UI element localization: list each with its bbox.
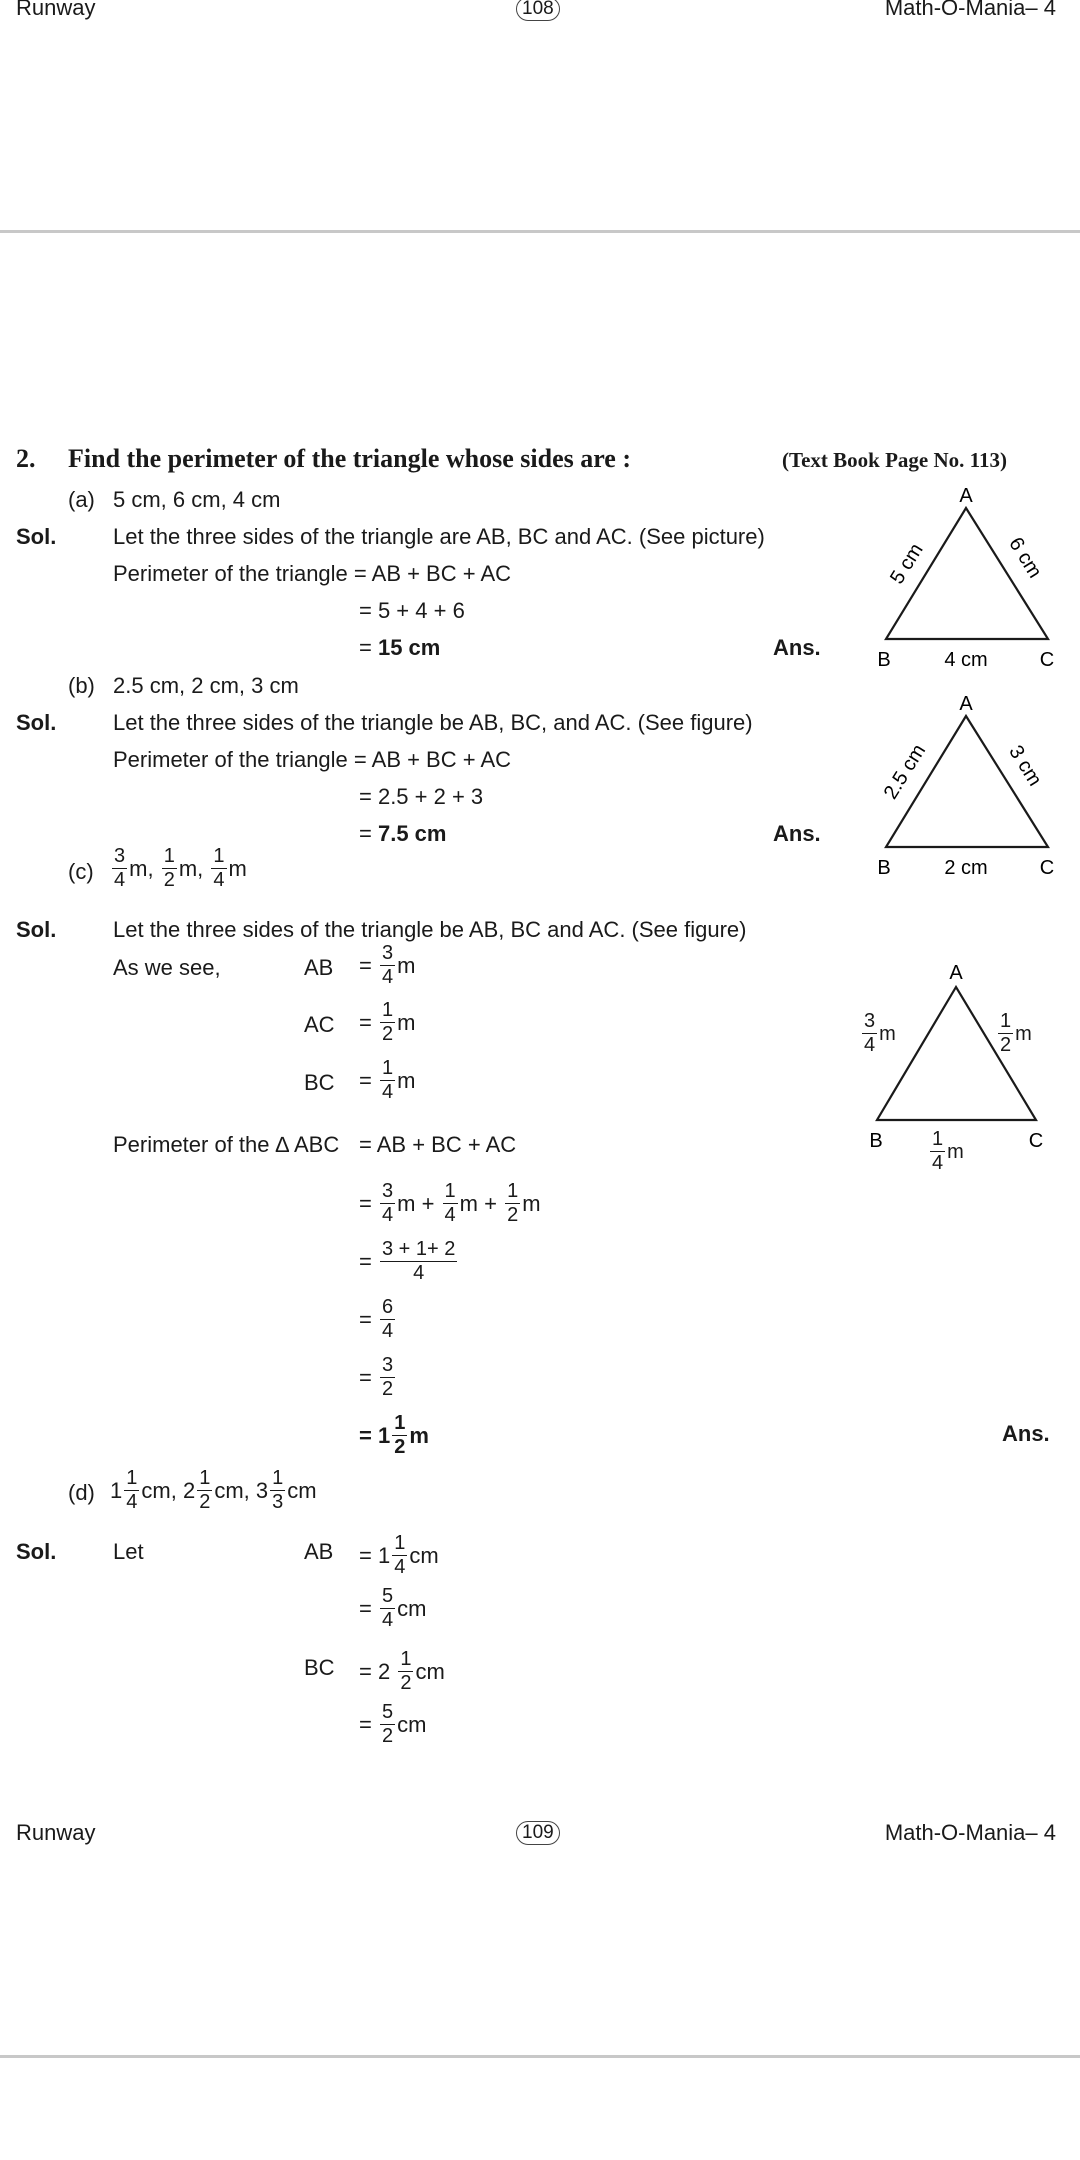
page-number: 108 bbox=[516, 0, 560, 21]
vertex-c: C bbox=[1039, 857, 1055, 879]
bc-mixed: = 2 $\frac{1}{2}$ cm bbox=[359, 1648, 445, 1694]
sol-label: Sol. bbox=[16, 1539, 57, 1564]
as-we-see: As we see, bbox=[113, 955, 221, 980]
textbook-reference: (Text Book Page No. 113) bbox=[782, 448, 1007, 472]
sol-label: Sol. bbox=[16, 710, 57, 735]
ab-value: = $\frac{3}{4}$ m bbox=[359, 942, 416, 988]
vertex-a: A bbox=[949, 962, 963, 984]
vertex-c: C bbox=[1028, 1130, 1044, 1152]
ab-mixed: = 1 $\frac{1}{4}$ cm bbox=[359, 1532, 439, 1578]
vertex-b: B bbox=[869, 1130, 883, 1152]
part-b-tag: (b) bbox=[68, 673, 95, 698]
part-c-step3: = $\frac{6}{4}$ bbox=[359, 1296, 394, 1342]
side-base-label: 4 cm bbox=[944, 649, 988, 671]
triangle-c-base-label: $\frac{1}{4}$ m bbox=[932, 1128, 964, 1174]
page-divider bbox=[0, 230, 1080, 233]
part-d-tag: (d) bbox=[68, 1480, 95, 1505]
triangle-b-figure bbox=[870, 686, 1070, 881]
triangle-a-figure bbox=[870, 478, 1070, 673]
ac-label: AC bbox=[304, 1012, 335, 1037]
triangle-c-right-label: $\frac{1}{2}$ m bbox=[1000, 1010, 1032, 1056]
part-c-step1: = $\frac{3}{4}$ m + $\frac{1}{4}$ m + $\frac{1}{2}$ m bbox=[359, 1180, 541, 1226]
ac-value: = $\frac{1}{2}$ m bbox=[359, 999, 416, 1045]
part-a-line3: = 5 + 4 + 6 bbox=[359, 598, 465, 623]
vertex-b: B bbox=[877, 857, 891, 879]
part-c-tag: (c) bbox=[68, 859, 94, 884]
part-a-line1: Let the three sides of the triangle are AB, BC and AC. (See picture) bbox=[113, 524, 765, 549]
ans-label: Ans. bbox=[1002, 1421, 1050, 1446]
ans-label: Ans. bbox=[773, 821, 821, 846]
part-a-line2: Perimeter of the triangle = AB + BC + AC bbox=[113, 561, 512, 586]
side-right-label: 6 cm bbox=[1004, 533, 1046, 583]
let-label: Let bbox=[113, 1539, 144, 1564]
ans-label: Ans. bbox=[773, 635, 821, 660]
vertex-c: C bbox=[1039, 649, 1055, 671]
side-left-label: 2.5 cm bbox=[879, 740, 931, 804]
part-c-line1: Let the three sides of the triangle be AB, BC and AC. (See figure) bbox=[113, 917, 747, 942]
header-right: Math-O-Mania– 4 bbox=[884, 1820, 1056, 1845]
part-b-sides: 2.5 cm, 2 cm, 3 cm bbox=[113, 673, 299, 698]
header-left: Runway bbox=[16, 1820, 96, 1845]
part-b-line2: Perimeter of the triangle = AB + BC + AC bbox=[113, 747, 512, 772]
triangle-c-figure bbox=[856, 955, 1076, 1190]
ab-improper: = $\frac{5}{4}$ cm bbox=[359, 1585, 427, 1631]
ab-label: AB bbox=[304, 955, 334, 980]
part-c-answer: = 1 $\frac{1}{2}$ m bbox=[359, 1412, 429, 1458]
part-a-answer: = 15 cm bbox=[359, 635, 441, 660]
part-b-line1: Let the three sides of the triangle be AB, BC, and AC. (See figure) bbox=[113, 710, 753, 735]
part-a-sides: 5 cm, 6 cm, 4 cm bbox=[113, 487, 281, 512]
part-c-step4: = $\frac{3}{2}$ bbox=[359, 1354, 394, 1400]
side-base-label: 2 cm bbox=[944, 857, 988, 879]
part-c-sides: $\frac{3}{4}$ m , $\frac{1}{2}$ m , $\frac{1}{4}$ m bbox=[114, 845, 247, 891]
vertex-a: A bbox=[959, 693, 973, 715]
bc-label: BC bbox=[304, 1655, 335, 1680]
fraction: $\frac{1}{2}$ bbox=[163, 845, 175, 891]
part-a-tag: (a) bbox=[68, 487, 95, 512]
sol-label: Sol. bbox=[16, 524, 57, 549]
part-b-answer: = 7.5 cm bbox=[359, 821, 447, 846]
header-right: Math-O-Mania– 4 bbox=[884, 0, 1056, 20]
page-divider bbox=[0, 2055, 1080, 2058]
side-right-label: 3 cm bbox=[1004, 741, 1046, 791]
vertex-b: B bbox=[877, 649, 891, 671]
bc-improper: = $\frac{5}{2}$ cm bbox=[359, 1701, 427, 1747]
question-text: Find the perimeter of the triangle whose sides are : bbox=[68, 444, 631, 473]
part-c-perimeter-rhs: = AB + BC + AC bbox=[359, 1132, 517, 1157]
part-b-line3: = 2.5 + 2 + 3 bbox=[359, 784, 484, 809]
page-number: 109 bbox=[516, 1821, 560, 1845]
part-c-perimeter: Perimeter of the ∆ ABC bbox=[113, 1132, 340, 1157]
fraction: $\frac{1}{4}$ bbox=[213, 845, 225, 891]
fraction: $\frac{3}{4}$ bbox=[114, 845, 126, 891]
ab-label: AB bbox=[304, 1539, 334, 1564]
question-number: 2. bbox=[16, 444, 36, 473]
bc-value: = $\frac{1}{4}$ m bbox=[359, 1057, 416, 1103]
sol-label: Sol. bbox=[16, 917, 57, 942]
triangle-c-left-label: $\frac{3}{4}$ m bbox=[864, 1010, 896, 1056]
part-c-step2: = $\frac{3 + 1+ 2}{4}$ bbox=[359, 1238, 456, 1284]
side-left-label: 5 cm bbox=[886, 539, 928, 589]
header-left: Runway bbox=[16, 0, 96, 20]
bc-label: BC bbox=[304, 1070, 335, 1095]
part-d-sides: 1 $\frac{1}{4}$ cm , 2 $\frac{1}{2}$ cm , 3 $\frac{1}{3}$ cm bbox=[110, 1467, 317, 1513]
vertex-a: A bbox=[959, 485, 973, 507]
